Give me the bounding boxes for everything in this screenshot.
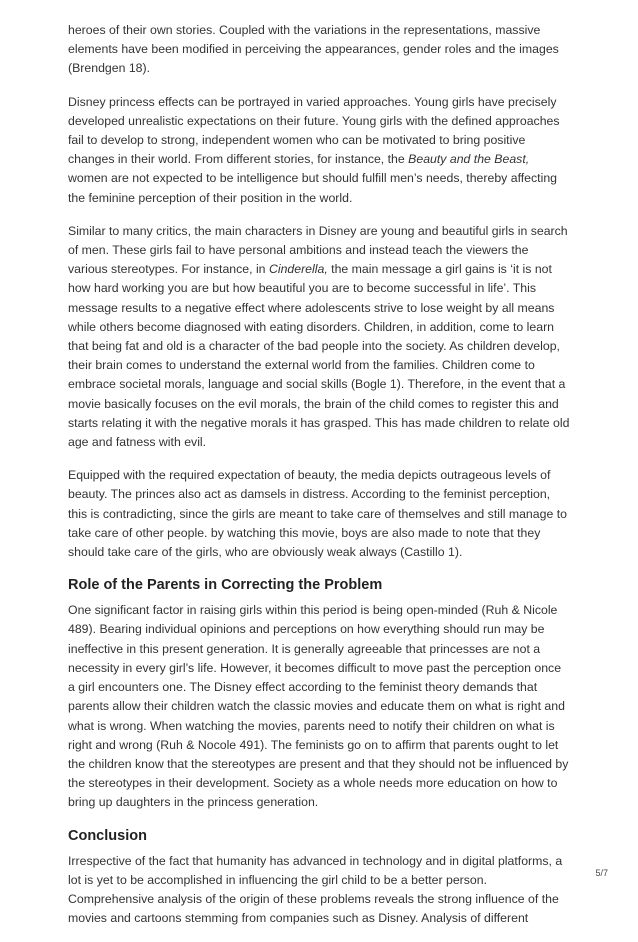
section-heading-parents: Role of the Parents in Correcting the Problem [68,577,383,594]
paragraph-heroes: heroes of their own stories. Coupled with the variations in the representations, massive elements have been modified in perceiving the appearances, gender roles and the images (Brendgen 18). [68,23,559,76]
section-heading-conclusion: Conclusion [68,827,147,844]
paragraph-text: Similar to many critics, the main characters in Disney are young and beautiful girls in search of men. These girls fail to have personal ambitions and instead teach the viewers the various stereotypes. For instance, in [68,223,568,277]
paragraph-critics [68,222,570,452]
paragraph-conclusion: Irrespective of the fact that humanity has advanced in technology and in digital platforms, a lot is yet to be accomplished in influencing the girl child to be a better person. Comprehensive analysis of the origin of these problems reveals the strong influence of the movies and cartoons stemming from companies such as Disney. Analysis of different [68,853,563,926]
paragraph-text: the main message a girl gains is ‘it is not how hard working you are but how beautiful you are to become successful in life’. This message results to a negative effect where adolescents strive to lose weight by all means while others become diagnosed with eating disorders. Children, in addition, come to learn that being fat and old is a character of the bad people into the society. As children develop, their brain comes to understand the external world from the families. Children come to embrace societal morals, language and social skills (Bogle 1). Therefore, in the event that a movie basically focuses on the evil morals, the brain of the child comes to register this and starts relating it with the negative morals it has grasped. This has made children to relate old age and fatness with evil. [68,262,570,450]
paragraph-beauty-expectation: Equipped with the required expectation of beauty, the media depicts outrageous levels of beauty. The princes also act as damsels in distress. According to the feminist perception, this is contradicting, since the girls are meant to take care of themselves and still manage to take care of other people. by watching this movie, boys are also made to note that they should take care of the girls, who are obviously weak always (Castillo 1). [68,468,567,560]
document-page [68,21,570,942]
paragraph-text: Disney princess effects can be portrayed in varied approaches. Young girls have precisely developed unrealistic expectations on their future. Young girls with the defined approaches fail to develop to strong, independent women who can be motivated to bring positive changes in their world. From different stories, for instance, the [68,94,560,167]
movie-title-cinderella: Cinderella, [268,262,328,277]
paragraph-text: women are not expected to be intelligence but should fulfill men’s needs, thereby affecting the feminine perception of their position in the world. [68,171,557,205]
page-number: 5/7 [595,868,608,878]
paragraph-princess-effects [68,93,570,208]
paragraph-parents: One significant factor in raising girls within this period is being open-minded (Ruh & Nicole 489). Bearing individual opinions and perceptions on how everything should run may be ineffective in this present generation. It is generally agreeable that princesses are not a necessity in every girl’s life. However, it becomes difficult to move past the perception once a girl encounters one. The Disney effect according to the feminist theory demands that parents allow their children watch the classic movies and educate them on what is right and what is wrong. When watching the movies, parents need to notify their children on what is right and wrong (Ruh & Nocole 491). The feminists go on to affirm that parents ought to let the children know that the stereotypes are present and that they should not be influenced by the stereotypes in their development. Society as a whole needs more education on how to bring up daughters in the princess generation. [68,603,569,810]
movie-title-beauty-and-the-beast: Beauty and the Beast, [408,152,530,167]
